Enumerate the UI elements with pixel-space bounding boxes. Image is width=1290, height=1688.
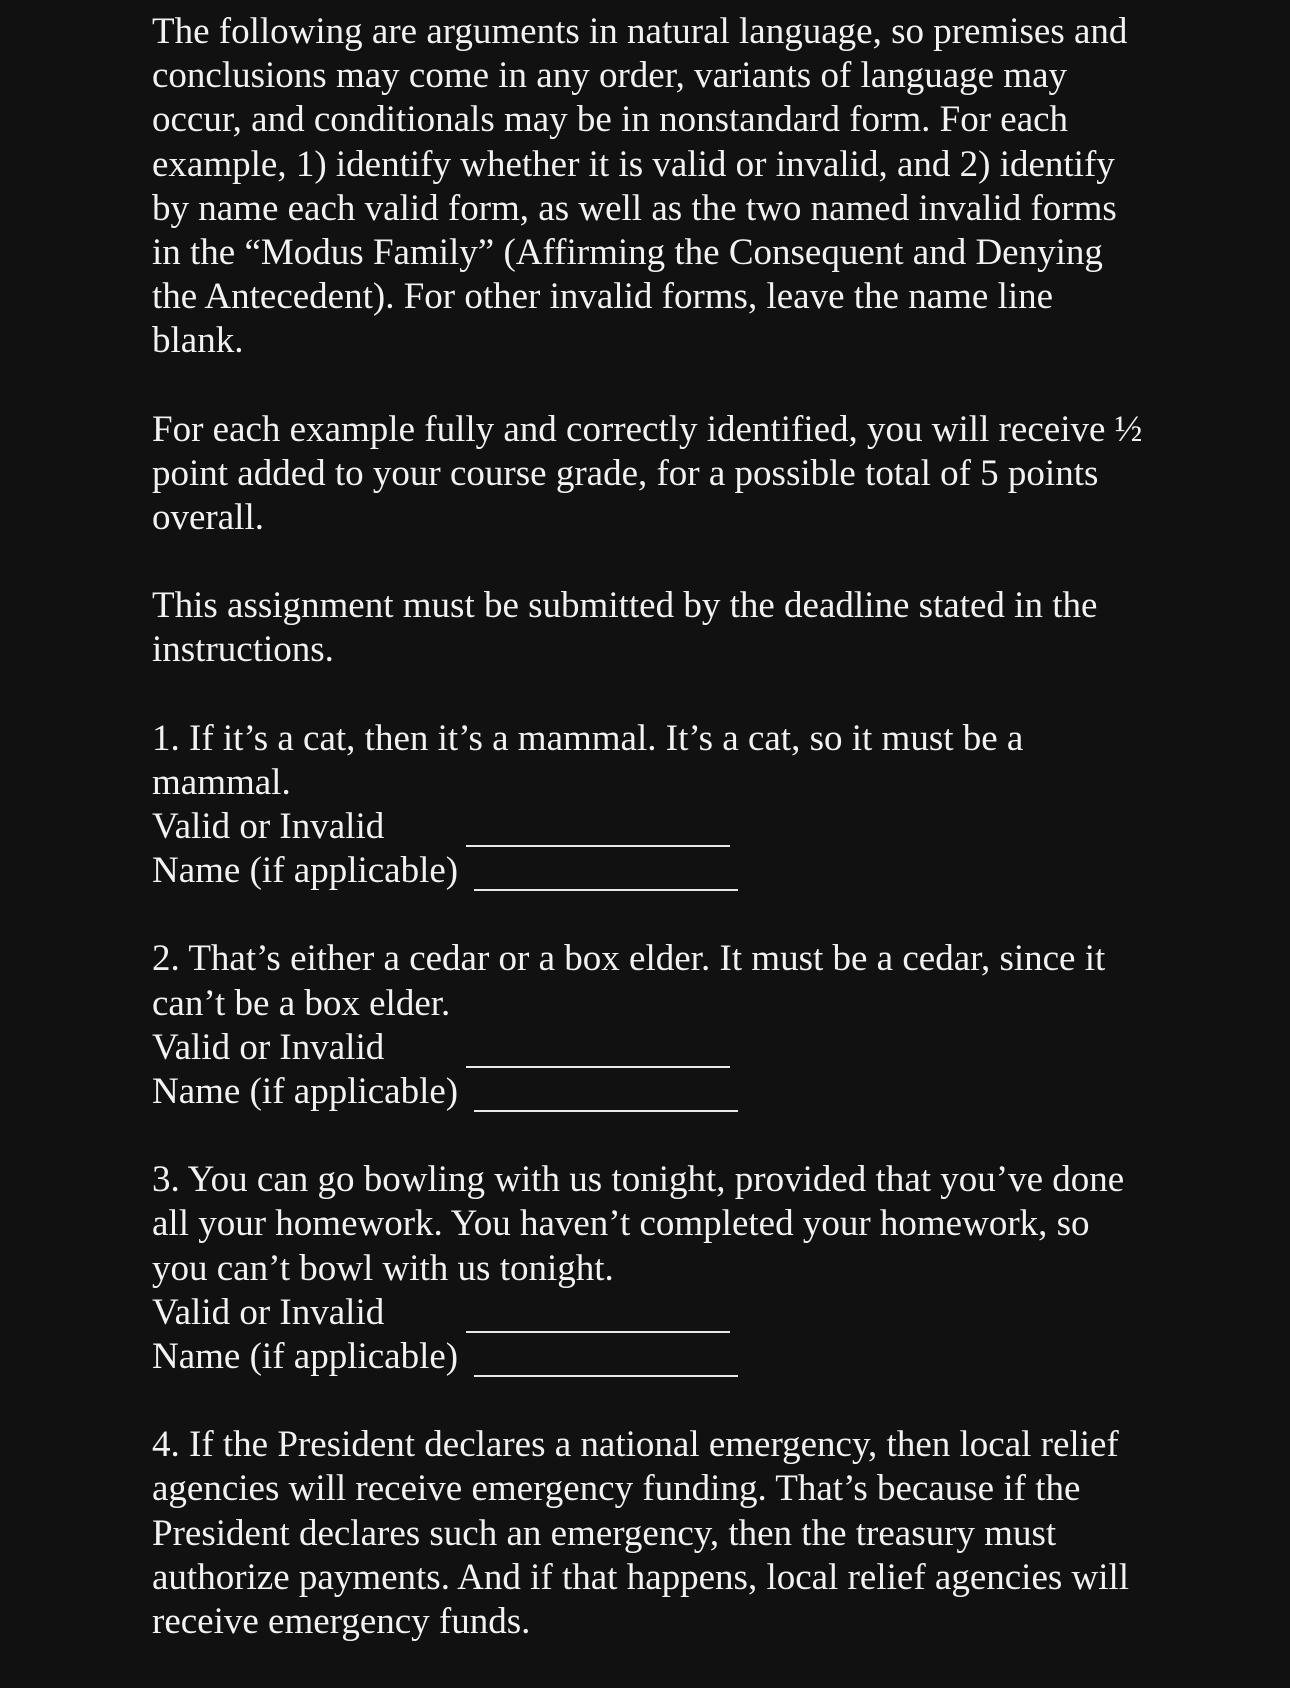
valid-invalid-blank[interactable] (466, 844, 730, 847)
name-blank[interactable] (474, 1374, 738, 1377)
name-label: Name (if applicable) (152, 850, 459, 892)
name-label: Name (if applicable) (152, 1071, 459, 1112)
name-row (152, 1335, 1152, 1379)
valid-invalid-row (152, 1291, 1152, 1335)
valid-invalid-label: Valid or Invalid (152, 1291, 385, 1333)
valid-invalid-blank[interactable] (466, 1330, 730, 1333)
name-label: Name (if applicable) (152, 1335, 459, 1377)
instructions-paragraph-3: This assignment must be submitted by the deadline stated in the instructions. (152, 585, 1098, 671)
valid-invalid-label: Valid or Invalid (152, 1026, 385, 1068)
instructions-paragraph-1: The following are arguments in natural language, so premises and conclusions may come in any order, variants of language may occur, and conditionals may be in nonstandard form. For each example, 1) identify whether it is valid or invalid, and 2) identify by name each valid form, as well as the two named invalid forms in the “Modus Family” (Affirming the Consequent and Denying the Antecedent). For other invalid forms, leave the name line blank. (152, 11, 1128, 362)
question-text: 2. That’s either a cedar or a box elder. It must be a cedar, since it can’t be a box elder. (152, 938, 1106, 1024)
instructions-paragraph-2: For each example fully and correctly identified, you will receive ½ point added to your course grade, for a possible total of 5 points overall. (152, 408, 1143, 539)
question-3 (152, 1158, 1152, 1379)
valid-invalid-blank[interactable] (466, 1065, 730, 1068)
question-2 (152, 937, 1152, 1114)
valid-invalid-row (152, 805, 1152, 849)
question-4 (152, 1423, 1152, 1644)
valid-invalid-label: Valid or Invalid (152, 806, 385, 848)
name-blank[interactable] (474, 888, 738, 891)
valid-invalid-row (152, 1026, 1152, 1070)
name-row (152, 1070, 1152, 1114)
question-1 (152, 717, 1152, 894)
name-blank[interactable] (474, 1109, 738, 1112)
question-text: 4. If the President declares a national emergency, then local relief agencies will receive emergency funding. That’s because if the President declares such an emergency, then the treasury must authorize payments. And if that happens, local relief agencies will receive emergency funds. (152, 1424, 1130, 1642)
name-row (152, 849, 1152, 893)
question-text: 3. You can go bowling with us tonight, provided that you’ve done all your homework. You haven’t completed your homework, so you can’t bowl with us tonight. (152, 1159, 1125, 1289)
assignment-document (152, 10, 1152, 1688)
question-text: 1. If it’s a cat, then it’s a mammal. It’s a cat, so it must be a mammal. (152, 717, 1024, 803)
